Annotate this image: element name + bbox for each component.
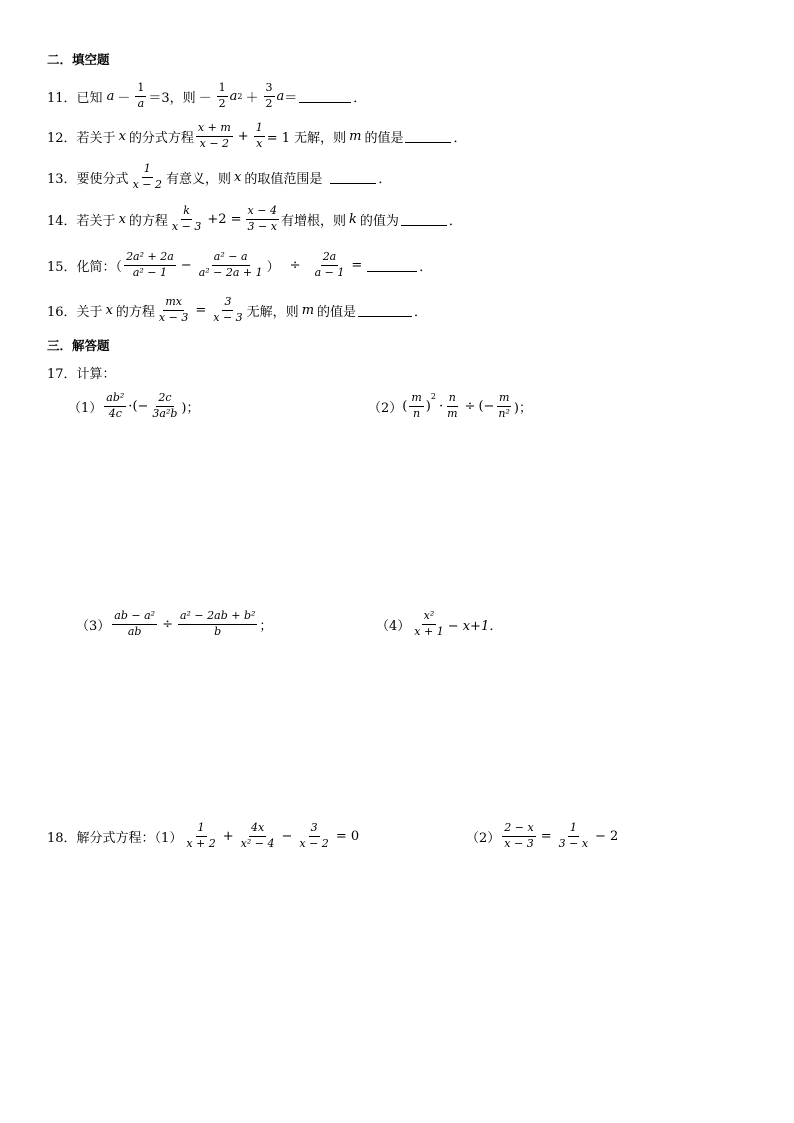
math-text: x [234, 169, 242, 185]
fraction [496, 392, 512, 420]
math-text: + [222, 828, 234, 844]
question-17-title [47, 363, 116, 382]
math-text: 2 [265, 96, 273, 110]
math-text: 12． [47, 130, 77, 146]
math-text: x² [422, 610, 437, 625]
math-text: ab² [104, 392, 126, 407]
math-text: ） [266, 259, 280, 275]
math-text: 的分式方程 [128, 130, 194, 146]
fraction [239, 822, 277, 850]
math-text: m [301, 302, 315, 318]
fraction [197, 251, 265, 279]
math-text: 若关于 [76, 130, 116, 146]
math-text: 化简：（ [76, 259, 123, 275]
math-text: · [438, 398, 444, 414]
math-text: a [137, 96, 145, 110]
math-text: 3 [222, 296, 233, 311]
math-text: 2a² + 2a [124, 251, 176, 266]
math-text: 17．计算： [47, 367, 116, 382]
math-text: = [540, 828, 552, 844]
math-text: ＝ [284, 90, 298, 106]
fraction [184, 822, 217, 850]
fraction [124, 251, 176, 279]
math-text: ． [414, 304, 428, 320]
math-text: x + 2 [186, 836, 216, 850]
math-text: n [413, 406, 421, 420]
math-text: )； [181, 400, 200, 416]
math-text: 无解，则 [246, 304, 299, 320]
math-text: x − 3 [504, 836, 534, 850]
math-text: = [195, 302, 207, 318]
math-text: 2 [218, 96, 226, 110]
math-text: 1 [568, 822, 579, 837]
math-text: − x+1． [447, 618, 503, 634]
math-text: 11． [47, 90, 77, 106]
math-text: )； [513, 400, 532, 416]
math-text: ＋ [245, 90, 259, 106]
math-text: x − 2 [199, 136, 230, 150]
math-text: 的值为 [359, 213, 399, 229]
math-text: ) [425, 398, 431, 414]
math-text: x − 2 [132, 177, 162, 191]
fraction [104, 392, 126, 420]
answer-blank[interactable] [330, 171, 376, 184]
fraction [150, 392, 179, 420]
math-text: ＝3，则 [148, 90, 196, 106]
answer-blank[interactable] [358, 304, 412, 317]
fraction [313, 251, 347, 279]
math-text: x [256, 136, 263, 150]
section-fill-blank-title [47, 50, 110, 68]
math-text: 2c [156, 392, 173, 407]
math-text: a² − 1 [132, 265, 168, 279]
math-text: 1 [196, 822, 207, 837]
math-text: ． [378, 171, 392, 187]
fraction [557, 822, 590, 850]
math-text: 三．解答题 [47, 338, 110, 353]
math-text: ab [127, 624, 142, 638]
math-text: 13． [47, 171, 77, 187]
math-text: （1） [68, 400, 103, 416]
math-text: x [118, 128, 126, 144]
math-text: (− [478, 398, 495, 414]
math-text: ． [419, 259, 433, 275]
question-15 [47, 251, 432, 279]
fraction [178, 610, 257, 638]
math-text: ． [353, 90, 367, 106]
fraction [112, 610, 157, 638]
math-text: 2 [430, 392, 436, 401]
math-text: － [198, 90, 212, 106]
math-text: a [106, 88, 115, 104]
fraction [409, 392, 423, 420]
math-text: x [118, 211, 126, 227]
math-text: a − 1 [314, 265, 345, 279]
math-text: ； [259, 618, 273, 634]
math-text: x − 3 [158, 310, 189, 324]
math-text: 2 [237, 91, 243, 101]
math-text: n [447, 392, 458, 407]
math-text: ÷ [162, 616, 173, 632]
fraction [412, 610, 445, 638]
math-text: 有增根，则 [280, 213, 346, 229]
math-text: ． [448, 213, 462, 229]
math-text: k [181, 205, 192, 220]
fraction [445, 392, 459, 420]
math-text: + [237, 128, 249, 144]
question-11 [47, 82, 366, 110]
answer-blank[interactable] [367, 259, 417, 272]
math-text: 18．解分式方程：（1） [47, 830, 183, 846]
math-text: 的值是 [364, 130, 404, 146]
math-text: ab − a² [112, 610, 157, 625]
question-16 [47, 296, 427, 324]
math-text: k [348, 211, 357, 227]
math-text: 3 [309, 822, 320, 837]
math-text: ． [453, 130, 467, 146]
question-17-part-2 [368, 392, 532, 420]
math-text: x + m [196, 122, 233, 137]
math-text: x − 2 [299, 836, 329, 850]
math-text: 3 [264, 82, 275, 97]
fraction [217, 82, 228, 110]
fraction [135, 82, 146, 110]
math-text: 3 − x [247, 219, 277, 233]
math-text: x [105, 302, 113, 318]
math-text: a [229, 88, 238, 104]
math-text: （2） [368, 400, 403, 416]
question-18-part-2 [466, 822, 618, 850]
math-text: x − 4 [246, 205, 279, 220]
math-text: 4x [249, 822, 266, 837]
math-text: 3a²b [152, 406, 178, 420]
math-text: x − 3 [171, 219, 202, 233]
math-text: x − 3 [213, 310, 243, 324]
math-text: = 1 无解，则 [266, 130, 347, 146]
fraction [211, 296, 244, 324]
math-text: 的值是 [317, 304, 357, 320]
question-18-part-1 [47, 822, 359, 850]
answer-blank[interactable] [299, 90, 351, 103]
math-text: x² − 4 [240, 836, 275, 850]
question-17-part-4 [376, 610, 502, 638]
math-text: +2 = [207, 211, 242, 227]
math-text: mx [163, 296, 184, 311]
question-13 [47, 163, 391, 191]
math-text: (− [132, 398, 149, 414]
fraction [264, 82, 275, 110]
math-text: = [351, 257, 363, 273]
math-text: a² − 2a + 1 [198, 265, 263, 279]
math-text: 1 [217, 82, 228, 97]
fraction [170, 205, 203, 233]
fraction [131, 163, 164, 191]
math-text: （4） [376, 618, 411, 634]
math-text: 的取值范围是 [244, 171, 323, 187]
math-text: 的方程 [128, 213, 168, 229]
question-14 [47, 205, 462, 233]
math-text: 要使分式 [76, 171, 129, 187]
math-text: a² − a [212, 251, 250, 266]
math-text: − [281, 828, 293, 844]
math-text: 关于 [76, 304, 103, 320]
fraction [502, 822, 535, 850]
question-17-part-3 [76, 610, 272, 638]
math-text: = 0 [335, 828, 360, 844]
fraction [297, 822, 330, 850]
math-text: m [409, 392, 423, 407]
math-text: 的方程 [115, 304, 155, 320]
math-text: m [447, 406, 458, 420]
fraction [254, 122, 265, 150]
math-text: （2） [466, 830, 501, 846]
math-text: 若关于 [76, 213, 116, 229]
question-17-part-1 [68, 392, 200, 420]
math-text: ÷ [464, 398, 476, 414]
math-text: a [276, 88, 285, 104]
math-text: · [128, 398, 133, 414]
answer-blank[interactable] [405, 130, 451, 143]
math-text: 已知 [76, 90, 103, 106]
section-solve-title [47, 336, 110, 354]
math-text: ( [402, 398, 408, 414]
math-text: a² − 2ab + b² [178, 610, 257, 625]
math-text: 二．填空题 [47, 52, 110, 67]
answer-blank[interactable] [401, 213, 447, 226]
math-text: （3） [76, 618, 111, 634]
math-text: b [214, 624, 222, 638]
question-12 [47, 122, 466, 150]
math-text: n² [498, 406, 510, 420]
fraction [246, 205, 279, 233]
math-text: x + 1 [414, 624, 444, 638]
math-text: 15． [47, 259, 77, 275]
math-text: m [497, 392, 511, 407]
math-text: 4c [108, 406, 122, 420]
math-text: ÷ [289, 257, 301, 273]
math-text: 16． [47, 304, 77, 320]
math-text: 有意义，则 [165, 171, 231, 187]
math-text: 2a [321, 251, 339, 266]
math-text: 1 [142, 163, 153, 178]
math-text: m [349, 128, 362, 144]
math-text: － [117, 90, 131, 106]
fraction [196, 122, 233, 150]
fraction [157, 296, 190, 324]
math-text: 1 [135, 82, 146, 97]
math-text: 1 [254, 122, 265, 137]
math-text: − 2 [595, 828, 619, 844]
math-text: 2 − x [502, 822, 535, 837]
math-text: 14． [47, 213, 77, 229]
math-text: − [180, 257, 192, 273]
math-text: 3 − x [558, 836, 589, 850]
